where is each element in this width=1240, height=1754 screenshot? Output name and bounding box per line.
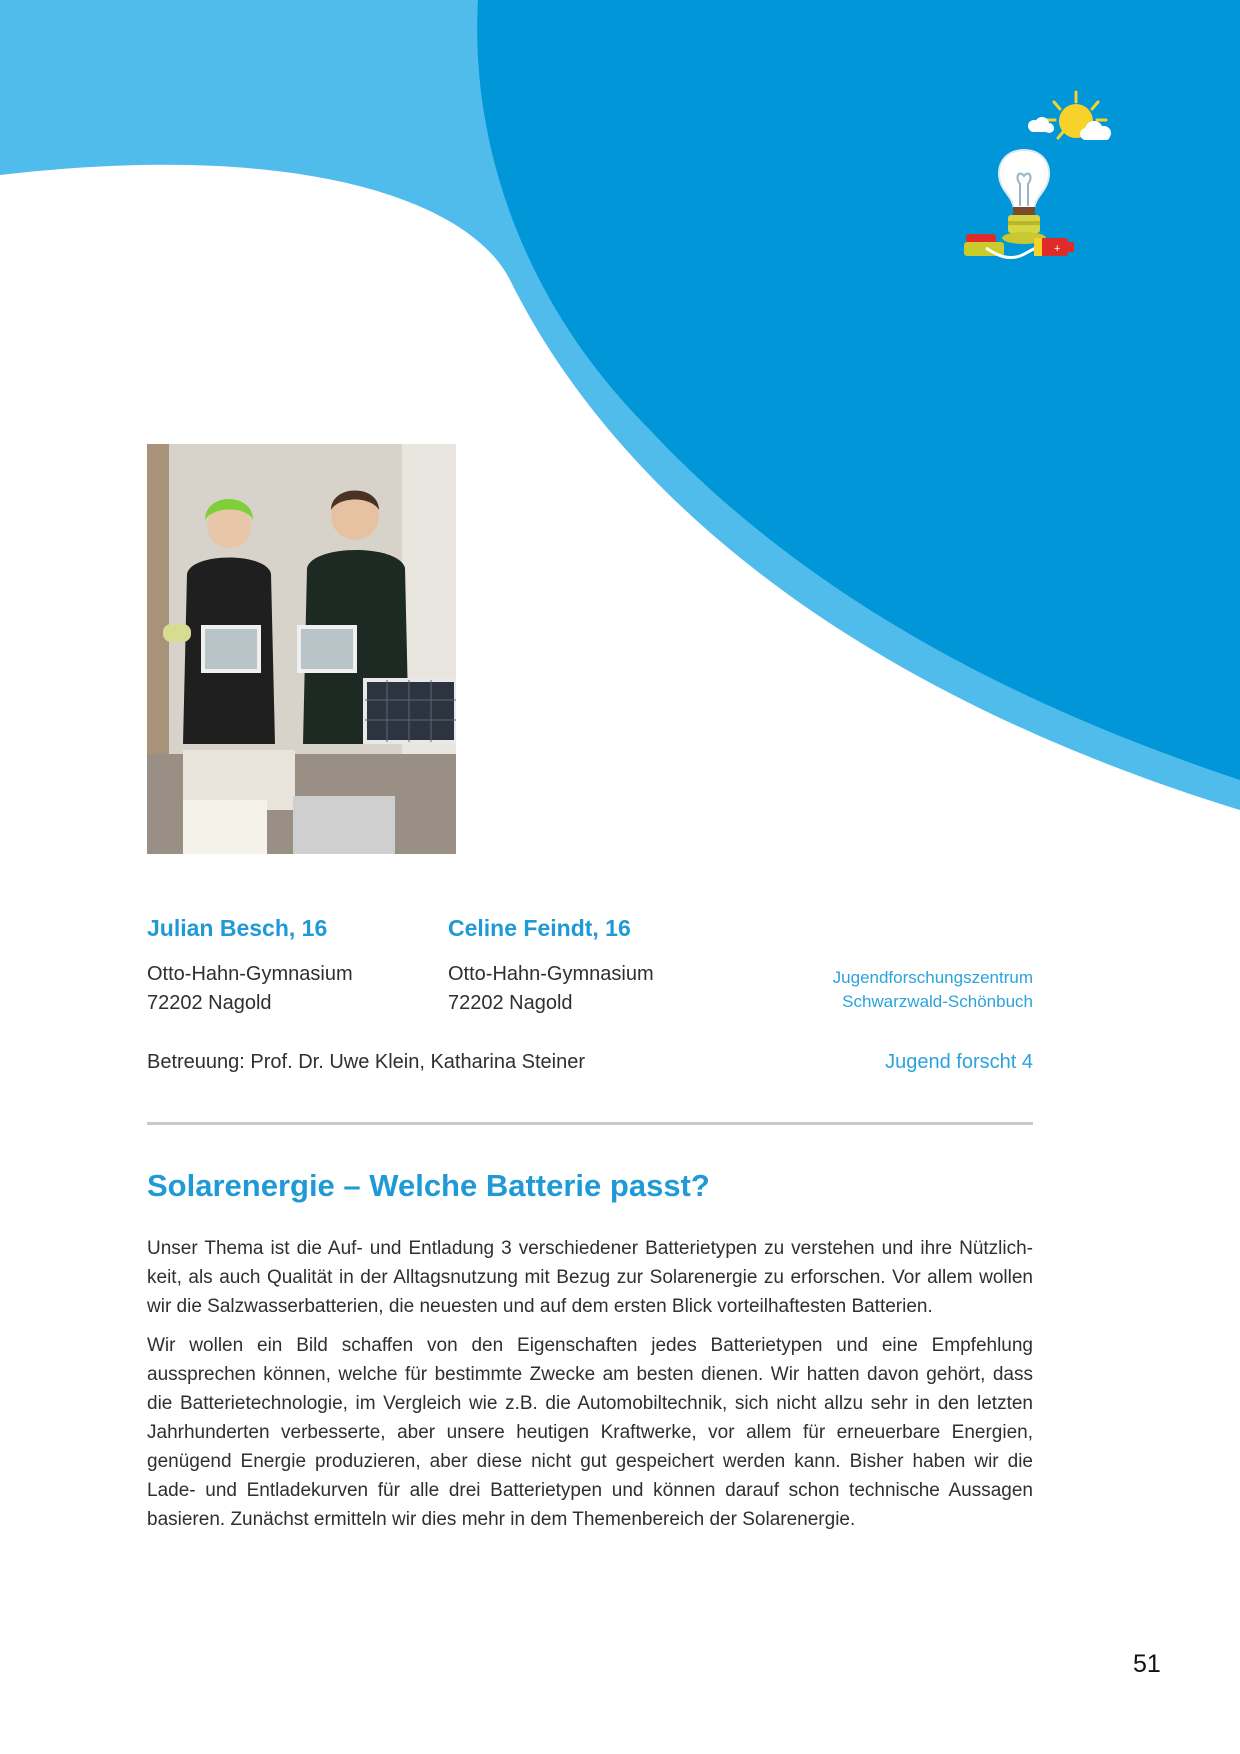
research-centre-line1: Jugendforschungszentrum <box>832 968 1033 987</box>
author-school-block-1 <box>147 960 353 1018</box>
article-body <box>147 1234 1033 1544</box>
author-city-2: 72202 Nagold <box>448 992 573 1014</box>
author-name-1: Julian Besch, 16 <box>147 915 328 941</box>
author-school-2: Otto-Hahn-Gymnasium <box>448 963 654 985</box>
competition-category: Jugend forscht 4 <box>885 1051 1033 1073</box>
article-paragraph-1: Unser Thema ist die Auf- und Entladung 3 verschiedener Batterietypen zu verstehen und ihre Nützlich-keit, als auch Qualität in der Alltagsnutzung mit Bezug zur Solarenergie zu erforschen. Vor allem wollen wir die Salzwasserbatterien, die neuesten und auf dem ersten Blick vorteilhaftesten Batterien. <box>147 1238 1033 1317</box>
article-title: Solarenergie – Welche Batterie passt? <box>147 1168 710 1203</box>
author-school-block-2 <box>448 960 654 1018</box>
page-number: 51 <box>1133 1650 1161 1678</box>
author-name-2: Celine Feindt, 16 <box>448 915 631 941</box>
lightbulb-battery-sun-icon <box>958 88 1118 268</box>
research-centre <box>833 966 1033 1014</box>
author-school-1: Otto-Hahn-Gymnasium <box>147 963 353 985</box>
article-paragraph-2: Wir wollen ein Bild schaffen von den Eigenschaften jedes Batterietypen und eine Empfehlung aussprechen können, welche für bestimmte Zwecke am besten dienen. Wir hatten davon gehört, dass die Batterietechnologie, im Vergleich wie z.B. die Automobiltechnik, sich nicht allzu sehr in den letzten Jahrhunderten verbesserte, aber unsere heutigen Kraftwerke, vor allem für erneuerbare Energien, genügend Energie produzieren, aber diese nicht gut gespeichert werden kann. Bisher haben wir die Lade- und Entladekurven für alle drei Batterietypen und können darauf schon technische Aussagen basieren. Zunächst ermitteln wir dies mehr in dem Themenbereich der Solarenergie. <box>147 1335 1033 1530</box>
section-divider <box>147 1122 1033 1125</box>
research-centre-line2: Schwarzwald-Schönbuch <box>842 992 1033 1011</box>
supervision-text: Betreuung: Prof. Dr. Uwe Klein, Katharina Steiner <box>147 1051 586 1073</box>
svg-text:+: + <box>1054 243 1061 255</box>
team-photo <box>147 444 456 854</box>
author-city-1: 72202 Nagold <box>147 992 272 1014</box>
